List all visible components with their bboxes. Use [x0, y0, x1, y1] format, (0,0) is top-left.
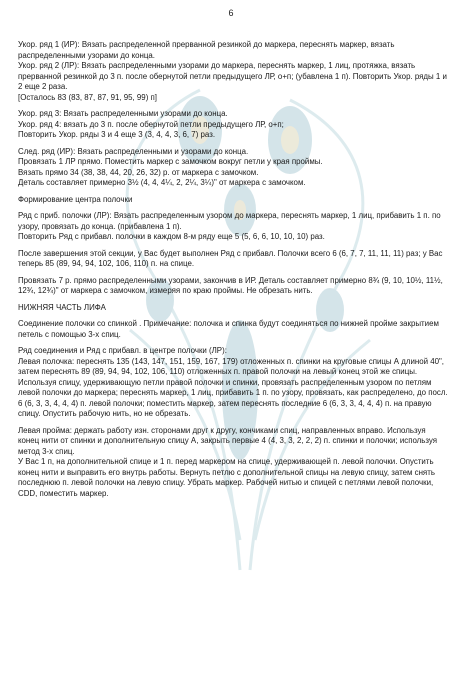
line: Провязать 1 ЛР прямо. Поместить маркер с замочком вокруг петли у края проймы.: [18, 157, 323, 166]
line: Укор. ряд 2 (ЛР): Вязать распределенными узорами до маркера, переснять маркер, 1 лиц, протяжка, вязать прерванной резинкой до 3 п. после обернутой петли предыдущего ЛР, о+п; (убавлена 1 п). Повторить Укор. ряды 1 и 2 еще 2 раза.: [18, 61, 447, 91]
line: Провязать 7 р. прямо распределенными узорами, закончив в ИР. Деталь составляет примерно 8¾ (9, 10, 10½, 11½, 12¾, 12¾)" от маркера с замочком, измеряя по краю проймы. Не обрезать нить.: [18, 275, 443, 295]
paragraph-after-section: [18, 249, 448, 270]
paragraph-left-armhole: [18, 426, 448, 500]
paragraph-next-row: [18, 147, 448, 189]
line: Деталь составляет примерно 3½ (4, 4, 4¼, 2, 2¼, 3¼)" от маркера с замочком.: [18, 178, 306, 187]
paragraph-short-rows-3-4: [18, 109, 448, 141]
line: Повторить Укор. ряды 3 и 4 еще 3 (3, 4, 4, 3, 6, 7) раз.: [18, 130, 216, 139]
paragraph-knit-straight: [18, 276, 448, 297]
paragraph-short-rows-1-2: [18, 40, 448, 103]
paragraph-joining-row: [18, 346, 448, 420]
section-heading-lower-bodice: НИЖНЯЯ ЧАСТЬ ЛИФА: [18, 302, 106, 312]
line: После завершения этой секции, у Вас будет выполнен Ряд с прибавл. Полочки всего 6 (6, 7, 7, 11, 11, 11) раз; у Вас теперь 85 (89, 94, 94, 102, 106, 110) п. на спице.: [18, 248, 443, 268]
line: [Осталось 83 (83, 87, 87, 91, 95, 99) п]: [18, 92, 157, 102]
page-number: 6: [228, 8, 234, 18]
line: След. ряд (ИР): Вязать распределенными и узорами до конца.: [18, 146, 249, 156]
line: Левая пройма: держать работу изн. сторонами друг к другу, кончиками спиц, направленных вправо. Используя конец нити от спинки и дополнительную спицу А, закрыть первые 4 (4, 3, 3, 2, 2, 2) п. спинки и полочки; используя метод 3-х спиц.: [18, 425, 438, 456]
line: Укор. ряд 1 (ИР): Вязать распределенной прерванной резинкой до маркера, переснять маркер, вязать распределенными узорами до конца.: [18, 40, 395, 60]
line: У Вас 1 п, на дополнительной спице и 1 п. перед маркером на спице, удерживающей п. левой полочки. Опустить конец нити и выправить его внутрь работы. Вернуть петлю с дополнительной спицы на левую спицу, затем снять последнюю п. левой полочки на левую спицу. Убрать маркер. Рабочей нитью и спицей с петлями левой полочки, CDD, поместить маркер.: [18, 457, 435, 498]
line: Ряд с приб. полочки (ЛР): Вязать распределенным узором до маркера, переснять маркер, 1 лиц, прибавить 1 п. по узору, провязать до конца. (прибавлена 1 п).: [18, 211, 441, 231]
paragraph-joining: [18, 319, 448, 340]
line: Укор. ряд 4: вязать до 3 п. после обернутой петли предыдущего ЛР, о+п;: [18, 119, 284, 129]
line: Соединение полочки со спинкой . Примечание: полочка и спинка будут соединяться по нижней пройме закрытием петель с помощью 3-х спиц.: [18, 319, 439, 339]
line: Левая полочка: переснять 135 (143, 147, 151, 159, 167, 179) отложенных п. спинки на круговые спицы А длиной 40", затем переснять 89 (89, 94, 94, 102, 106, 110) отложенных п. правой полочки на левый конец этой же спицы. Используя спицу, удерживающую петли правой полочки и спинки, провязать распределенным узором по петлям левой полочки до маркера; переснять маркер, 1 лиц, прибавить 1 п. по узору, провязать, как распределено, до посл. 6 (6, 3, 3, 4, 4, 4) п. левой полочки; поместить маркер, затем переснять последние 6 (6, 3, 3, 4, 4, 4) п. на правую спицу. Опустить рабочую нить, но не обрезать.: [18, 356, 448, 418]
paragraph-front-increase: [18, 211, 448, 243]
section-heading-front-center: Формирование центра полочки: [18, 194, 133, 204]
line: Повторить Ряд с прибавл. полочки в каждом 8-м ряду еще 5 (5, 6, 6, 10, 10, 10) раз.: [18, 232, 325, 241]
line: Ряд соединения и Ряд с прибавл. в центре полочки (ЛР):: [18, 346, 227, 355]
document-body: [18, 40, 448, 505]
line: Вязать прямо 34 (38, 38, 44, 20, 26, 32) р. от маркера с замочком.: [18, 167, 259, 177]
line: Укор. ряд 3: Вязать распределенными узорами до конца.: [18, 109, 228, 118]
